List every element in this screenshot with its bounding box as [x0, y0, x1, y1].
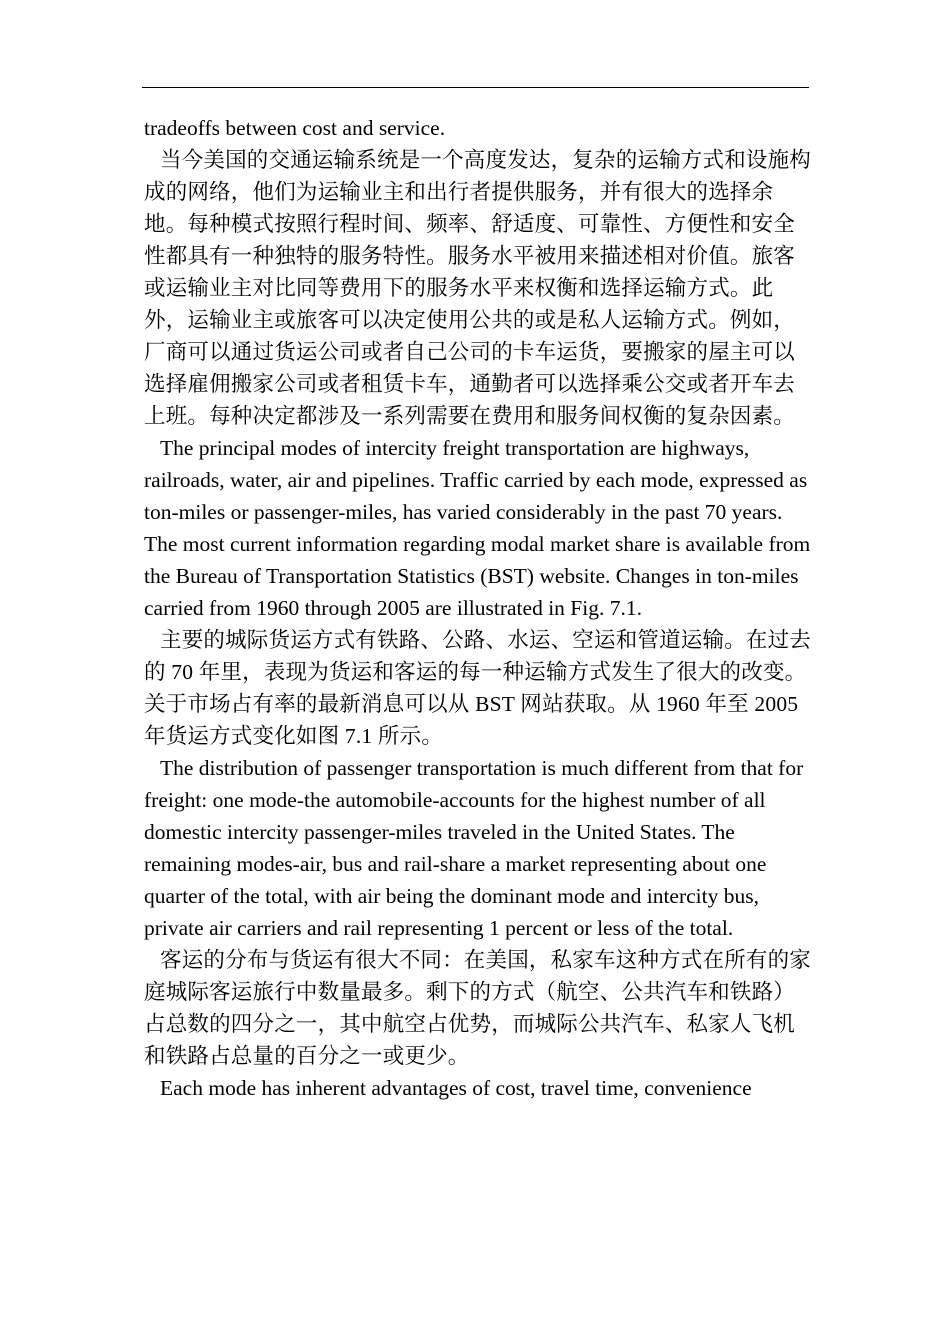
paragraph-continuation: tradeoffs between cost and service. [144, 116, 446, 140]
paragraph-zh-freight-modes: 主要的城际货运方式有铁路、公路、水运、空运和管道运输。在过去的 70 年里，表现为货运和客运的每一种运输方式发生了很大的改变。关于市场占有率的最新消息可以从 BST 网站获取。从 1960 年至 2005 年货运方式变化如图 7.1 所示。 [144, 628, 812, 748]
body-text [144, 112, 814, 1104]
paragraph-en-mode-advantages: Each mode has inherent advantages of cost, travel time, convenience [160, 1076, 752, 1100]
header-rule [142, 87, 809, 88]
paragraph-zh-transport-system: 当今美国的交通运输系统是一个高度发达，复杂的运输方式和设施构成的网络，他们为运输业主和出行者提供服务，并有很大的选择余地。每种模式按照行程时间、频率、舒适度、可靠性、方便性和安全性都具有一种独特的服务特性。服务水平被用来描述相对价值。旅客或运输业主对比同等费用下的服务水平来权衡和选择运输方式。此外，运输业主或旅客可以决定使用公共的或是私人运输方式。例如，厂商可以通过货运公司或者自己公司的卡车运货，要搬家的屋主可以选择雇佣搬家公司或者租赁卡车，通勤者可以选择乘公交或者开车去上班。每种决定都涉及一系列需要在费用和服务间权衡的复杂因素。 [144, 148, 812, 428]
paragraph-zh-passenger-distribution: 客运的分布与货运有很大不同：在美国，私家车这种方式在所有的家庭城际客运旅行中数量最多。剩下的方式（航空、公共汽车和铁路）占总数的四分之一，其中航空占优势，而城际公共汽车、私家人飞机和铁路占总量的百分之一或更少。 [144, 948, 812, 1068]
paragraph-en-freight-modes: The principal modes of intercity freight transportation are highways, railroads, water, air and pipelines. Traffic carried by each mode, expressed as ton-miles or passenger-miles, has varied considerably in the past 70 years. The most current information regarding modal market share is available from the Bureau of Transportation Statistics (BST) website. Changes in ton-miles carried from 1960 through 2005 are illustrated in Fig. 7.1. [144, 436, 811, 620]
paragraph-en-passenger-distribution: The distribution of passenger transportation is much different from that for freight: one mode-the automobile-accounts for the highest number of all domestic intercity passenger-miles traveled in the United States. The remaining modes-air, bus and rail-share a market representing about one quarter of the total, with air being the dominant mode and intercity bus, private air carriers and rail representing 1 percent or less of the total. [144, 756, 804, 940]
